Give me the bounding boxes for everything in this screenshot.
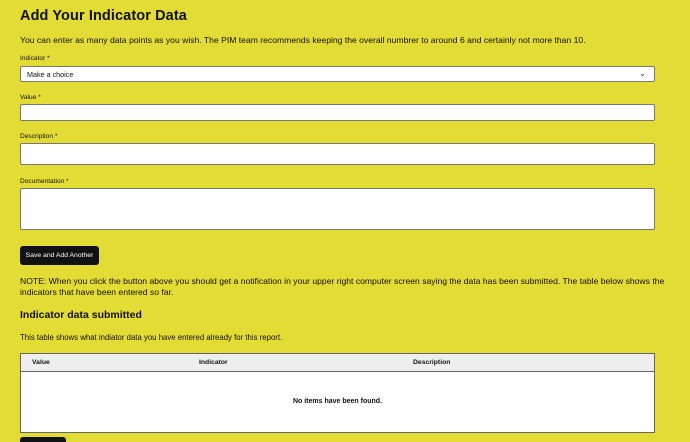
page-title: Add Your Indicator Data [20,8,187,24]
chevron-down-icon: ⌄ [639,69,646,78]
column-header-value: Value [32,359,50,366]
empty-table-message: No items have been found. [292,398,383,405]
indicator-data-table [20,353,655,433]
note-text: NOTE: When you click the button above you should get a notification in your upper right computer screen saying the data has been submitted. The table below shows the indicators that have been entered so far. [20,276,665,297]
submitted-section-title: Indicator data submitted [20,309,142,321]
description-input[interactable] [20,143,655,165]
value-input[interactable] [20,104,655,121]
partially-visible-button[interactable] [20,437,66,442]
intro-text: You can enter as many data points as you wish. The PIM team recommends keeping the overall numbrer to around 6 and certainly not more than 10. [20,35,586,45]
value-label: Value * [20,94,41,101]
documentation-textarea[interactable] [20,188,655,230]
indicator-label: Indicator * [20,55,50,62]
documentation-label: Documentation * [20,178,69,185]
indicator-select[interactable] [20,66,655,82]
submitted-section-description: This table shows what indiator data you have entered already for this report. [20,333,283,342]
column-header-indicator: Indicator [199,359,228,366]
table-header [21,354,654,372]
column-header-description: Description [413,359,451,366]
save-and-add-another-button[interactable]: Save and Add Another [20,246,99,265]
description-label: Description * [20,133,58,140]
indicator-selected-value: Make a choice [27,70,74,79]
